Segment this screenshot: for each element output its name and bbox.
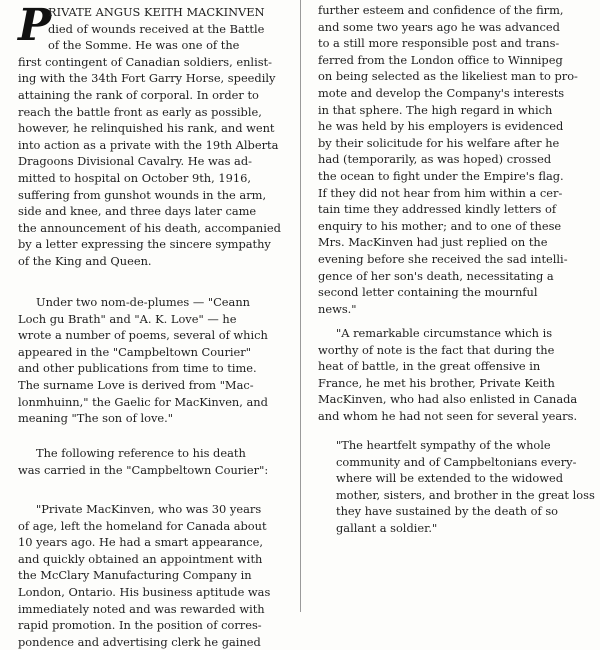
text-line: enquiry to his mother; and to one of these [318, 218, 562, 233]
text-line: Dragoons Divisional Cavalry. He was ad- [18, 154, 252, 169]
text-line: heat of battle, in the great offensive in [318, 359, 541, 374]
text-line: attaining the rank of corporal. In order to [18, 87, 259, 102]
text-line: the ocean to fight under the Empire's flag. [318, 168, 564, 183]
text-line: mote and develop the Company's interests [318, 85, 565, 100]
text-line: the announcement of his death, accompanied [18, 220, 281, 235]
text-line: London, Ontario. His business aptitude was [18, 584, 271, 599]
quote-paragraph [18, 501, 286, 650]
pen-names-paragraph [18, 294, 286, 427]
text-line: Under two nom-de-plumes — "Ceann [36, 295, 251, 309]
text-line: lonmhuinn," the Gaelic for MacKinven, and [18, 394, 268, 409]
text-line: to a still more responsible post and trans- [318, 36, 560, 51]
text-line: reach the battle front as early as possible, [18, 104, 262, 119]
text-line: rapid promotion. In the position of corres- [18, 618, 262, 633]
text-line: pondence and advertising clerk he gained [18, 634, 261, 649]
text-line: of the Somme. He was one of the [48, 38, 240, 53]
sympathy-paragraph [318, 437, 595, 537]
text-line: community and of Campbeltonians every- [336, 454, 577, 469]
text-line: "The heartfelt sympathy of the whole [336, 438, 551, 452]
text-line: the McClary Manufacturing Company in [18, 568, 252, 583]
text-line: and other publications from time to time. [18, 361, 257, 376]
text-line: The following reference to his death [36, 446, 246, 460]
text-line: by a letter expressing the sincere sympathy [18, 237, 271, 252]
text-line: immediately noted and was rewarded with [18, 601, 265, 616]
text-line: where will be extended to the widowed [336, 471, 564, 486]
text-line: and some two years ago he was advanced [318, 19, 560, 34]
text-line: appeared in the "Campbeltown Courier" [18, 344, 251, 359]
text-line: tain time they addressed kindly letters of [318, 202, 557, 217]
text-line: The surname Love is derived from "Mac- [18, 377, 254, 392]
reference-paragraph [18, 445, 286, 478]
text-line: first contingent of Canadian soldiers, enlist- [18, 54, 272, 69]
text-line: suffering from gunshot wounds in the arm, [18, 187, 267, 202]
text-line: had (temporarily, as was hoped) crossed [318, 152, 552, 167]
text-line: side and knee, and three days later came [18, 204, 257, 219]
text-line: by their solicitude for his welfare after he [318, 135, 560, 150]
text-line: MacKinven, who had also enlisted in Canada [318, 392, 578, 407]
drop-cap: P [18, 0, 52, 51]
text-line: of the King and Queen. [18, 253, 152, 268]
text-line: of age, left the homeland for Canada about [18, 518, 267, 533]
text-line: in that sphere. The high regard in which [318, 102, 553, 117]
text-line: they have sustained by the death of so [336, 504, 559, 519]
text-line: Mrs. MacKinven had just replied on the [318, 235, 548, 250]
text-line: and quickly obtained an appointment with [18, 551, 263, 566]
text-line: and whom he had not seen for several years. [318, 408, 578, 423]
text-line: ferred from the London office to Winnipeg [318, 52, 563, 67]
text-line: worthy of note is the fact that during the [318, 342, 555, 357]
text-line: further esteem and confidence of the firm, [318, 3, 564, 17]
text-line: 10 years ago. He had a smart appearance, [18, 535, 264, 550]
text-line: If they did not hear from him within a cer- [318, 185, 563, 200]
remarkable-paragraph [318, 325, 586, 425]
text-line: mitted to hospital on October 9th, 1916, [18, 170, 251, 185]
text-line: France, he met his brother, Private Keith [318, 375, 555, 390]
continuation-paragraph [318, 2, 586, 317]
text-line: gence of her son's death, necessitating a [318, 268, 554, 283]
text-line: news." [318, 301, 357, 316]
text-line: evening before she received the sad intelli- [318, 251, 568, 266]
intro-paragraph [18, 0, 286, 270]
text-line: into action as a private with the 19th Alberta [18, 137, 279, 152]
column-divider [300, 0, 301, 612]
text-line: however, he relinquished his rank, and went [18, 121, 275, 136]
text-line: meaning "The son of love." [18, 411, 173, 426]
text-line: wrote a number of poems, several of which [18, 328, 268, 343]
text-line: mother, sisters, and brother in the great loss [336, 487, 595, 502]
text-line: on being selected as the likeliest man to pro- [318, 69, 578, 84]
text-line: gallant a soldier." [336, 520, 438, 535]
text-line: second letter containing the mournful [318, 285, 538, 300]
text-line: died of wounds received at the Battle [48, 21, 265, 36]
text-line: "A remarkable circumstance which is [336, 326, 553, 340]
text-line: RIVATE ANGUS KEITH MACKINVEN [48, 5, 265, 19]
text-line: was carried in the "Campbeltown Courier": [18, 462, 269, 477]
text-line: he was held by his employers is evidenced [318, 119, 564, 134]
text-line: ing with the 34th Fort Garry Horse, speedily [18, 71, 276, 86]
text-line: "Private MacKinven, who was 30 years [36, 502, 262, 516]
text-line: Loch gu Brath" and "A. K. Love" — he [18, 311, 237, 326]
